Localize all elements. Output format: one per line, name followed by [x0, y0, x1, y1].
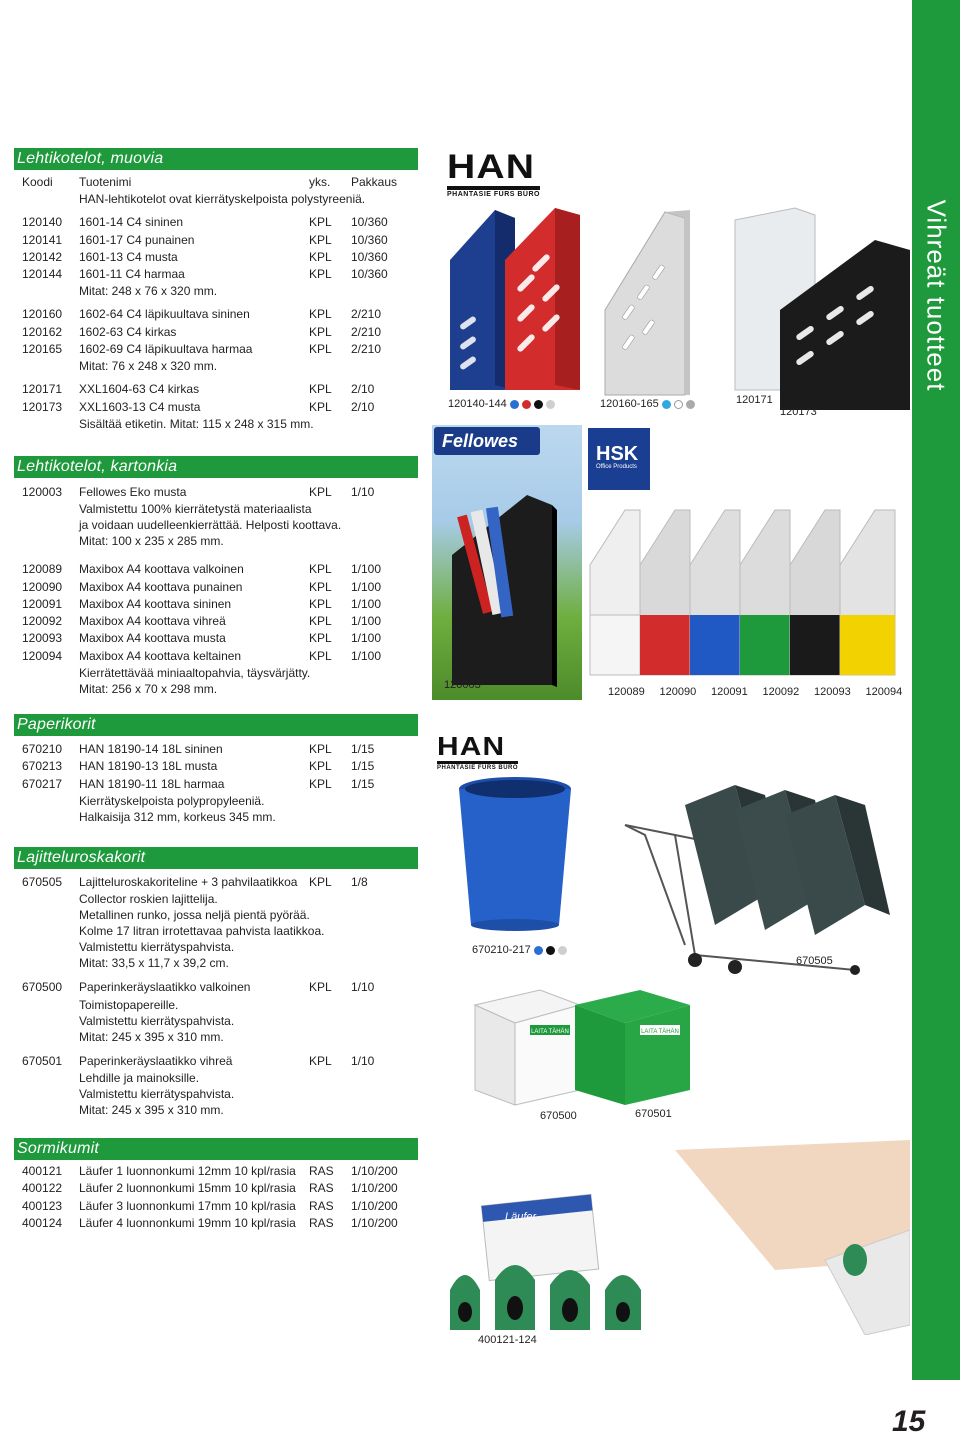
- caption: 120171: [736, 394, 773, 406]
- section-kartonkia: [14, 456, 418, 697]
- table-row: [14, 1198, 418, 1215]
- product-name: XXL1604-63 C4 kirkas: [79, 382, 200, 397]
- product-pack: 1/10: [351, 1053, 375, 1068]
- table-row: [14, 1180, 418, 1197]
- product-unit: KPL: [309, 596, 332, 611]
- product-code: 120173: [22, 399, 63, 414]
- product-name: 1601-11 C4 harmaa: [79, 267, 185, 282]
- table-row: [14, 306, 418, 323]
- product-unit: KPL: [309, 399, 332, 414]
- product-name: 1602-69 C4 läpikuultava harmaa: [79, 342, 253, 357]
- product-pack: 1/100: [351, 648, 382, 663]
- product-name: XXL1603-13 C4 musta: [79, 399, 201, 414]
- section-sormikumit: [14, 1138, 418, 1232]
- han-logo-sub: PHANTASIE FÜRS BÜRO: [447, 191, 540, 198]
- product-unit: KPL: [309, 875, 332, 889]
- product-name: Maxibox A4 koottava keltainen: [79, 648, 242, 663]
- note: Sisältää etiketin. Mitat: 115 x 248 x 315 mm.: [79, 416, 314, 431]
- table-row: [14, 630, 418, 647]
- product-code: 400124: [22, 1215, 63, 1230]
- product-unit: KPL: [309, 1053, 332, 1068]
- color-dots: [662, 400, 695, 409]
- product-pack: 1/15: [351, 742, 375, 756]
- product-code: 120141: [22, 232, 63, 247]
- section-title: Lajitteluroskakorit: [14, 847, 418, 869]
- product-pack: 1/10/200: [351, 1198, 398, 1213]
- maxibox-image: [585, 495, 907, 690]
- table-row: [14, 596, 418, 613]
- note: Mitat: 33,5 x 11,7 x 39,2 cm.: [79, 956, 229, 971]
- product-unit: RAS: [309, 1164, 334, 1178]
- product-name: HAN 18190-14 18L sininen: [79, 742, 223, 756]
- product-code: 120094: [22, 648, 63, 663]
- table-row: [14, 979, 418, 996]
- product-name: Paperinkeräyslaatikko valkoinen: [79, 980, 251, 995]
- note: Mitat: 245 x 395 x 310 mm.: [79, 1029, 224, 1044]
- note: Lehdille ja mainoksille.: [79, 1070, 200, 1085]
- dot-grey: [558, 946, 567, 955]
- han-logo-2: [437, 733, 518, 771]
- table-row: [14, 561, 418, 578]
- fellowes-photo: [432, 425, 582, 700]
- dot-red: [522, 400, 531, 409]
- han-logo-text: HAN: [437, 731, 506, 761]
- table-row: [14, 381, 418, 398]
- product-code: 400121: [22, 1164, 63, 1178]
- product-table: [14, 484, 418, 697]
- product-name: 1601-13 C4 musta: [79, 249, 178, 264]
- product-pack: 1/100: [351, 596, 382, 611]
- section-title: Sormikumit: [14, 1138, 418, 1160]
- section-lajittelu: [14, 847, 418, 1118]
- table-row: [14, 776, 418, 793]
- dot-black: [546, 946, 555, 955]
- han-logo-sub: PHANTASIE FÜRS BÜRO: [437, 765, 519, 771]
- product-name: 1602-64 C4 läpikuultava sininen: [79, 307, 250, 322]
- product-code: 120090: [22, 579, 63, 594]
- product-name: Lajitteluroskakoriteline + 3 pahvilaatikkoa: [79, 875, 298, 889]
- han-logo: [447, 150, 540, 198]
- caption: 120093: [814, 686, 851, 698]
- table-row: [14, 648, 418, 665]
- product-name: Fellowes Eko musta: [79, 485, 187, 499]
- caption: 120094: [865, 686, 903, 698]
- note: Mitat: 256 x 70 x 298 mm.: [79, 682, 218, 697]
- product-code: 120089: [22, 562, 63, 577]
- product-code: 400123: [22, 1198, 63, 1213]
- product-pack: 1/100: [351, 631, 382, 646]
- caption: 120173: [780, 406, 817, 418]
- section-title: Lehtikotelot, muovia: [14, 148, 418, 170]
- product-code: 670210: [22, 742, 63, 756]
- product-name: Maxibox A4 koottava musta: [79, 631, 226, 646]
- product-code: 120091: [22, 596, 63, 611]
- product-unit: KPL: [309, 579, 332, 594]
- product-pack: 2/210: [351, 307, 382, 322]
- product-unit: KPL: [309, 324, 332, 339]
- note: ja voidaan uudelleenkierrättää. Helposti koottava.: [79, 518, 342, 533]
- product-code: 120142: [22, 249, 63, 264]
- product-pack: 10/360: [351, 249, 388, 264]
- color-dots: [510, 400, 555, 409]
- product-name: Läufer 3 luonnonkumi 17mm 10 kpl/rasia: [79, 1198, 296, 1213]
- product-unit: KPL: [309, 776, 332, 791]
- product-unit: KPL: [309, 631, 332, 646]
- dot-grey: [546, 400, 555, 409]
- color-dots: [534, 946, 567, 955]
- product-unit: KPL: [309, 307, 332, 322]
- note: Toimistopapereille.: [79, 997, 179, 1012]
- product-unit: KPL: [309, 249, 332, 264]
- product-pack: 2/10: [351, 399, 375, 414]
- product-pack: 1/10: [351, 980, 375, 995]
- dot-black: [534, 400, 543, 409]
- product-unit: KPL: [309, 485, 332, 499]
- product-unit: KPL: [309, 648, 332, 663]
- clear-holder: [605, 212, 685, 395]
- product-unit: KPL: [309, 562, 332, 577]
- note: Valmistettu kierrätyspahvista.: [79, 1086, 235, 1101]
- caption: 120003: [444, 679, 481, 691]
- section-title: Lehtikotelot, kartonkia: [14, 456, 418, 478]
- table-row: [14, 874, 418, 891]
- product-pack: 10/360: [351, 215, 388, 230]
- table-row: [14, 266, 418, 283]
- product-name: HAN 18190-11 18L harmaa: [79, 776, 225, 791]
- dot-grey: [686, 400, 695, 409]
- product-pack: 2/210: [351, 342, 382, 357]
- product-pack: 1/8: [351, 875, 368, 889]
- caption: 400121-124: [478, 1334, 537, 1346]
- product-name: 1602-63 C4 kirkas: [79, 324, 177, 339]
- product-code: 120162: [22, 324, 63, 339]
- product-pack: 1/15: [351, 776, 375, 791]
- product-code: 670505: [22, 875, 63, 889]
- table-row: [14, 232, 418, 249]
- paper-boxes-image: [470, 985, 700, 1110]
- note: Mitat: 76 x 248 x 320 mm.: [79, 359, 218, 374]
- product-code: 120171: [22, 382, 63, 397]
- product-code: 120093: [22, 631, 63, 646]
- table-row: [14, 1053, 418, 1070]
- caption: 670210-217: [472, 944, 531, 956]
- table-row: [14, 484, 418, 501]
- product-unit: KPL: [309, 267, 332, 282]
- header-pack: Pakkaus: [351, 175, 398, 189]
- product-name: 1601-17 C4 punainen: [79, 232, 195, 247]
- caption: 120091: [711, 686, 748, 698]
- header-code: Koodi: [22, 175, 53, 189]
- table-row: [14, 341, 418, 358]
- product-name: Paperinkeräyslaatikko vihreä: [79, 1053, 233, 1068]
- product-code: 120140: [22, 215, 63, 230]
- product-name: HAN 18190-13 18L musta: [79, 759, 218, 774]
- page-number: 15: [892, 1405, 926, 1438]
- hsk-logo: [588, 428, 650, 490]
- product-unit: KPL: [309, 614, 332, 629]
- dot-blue: [534, 946, 543, 955]
- collector-sorter-image: [615, 775, 905, 975]
- intro-note: HAN-lehtikotelot ovat kierrätyskelpoista polystyreeniä.: [79, 192, 366, 207]
- product-code: 120144: [22, 267, 63, 282]
- note: Metallinen runko, jossa neljä pientä pyörää.: [79, 908, 310, 923]
- dot-blue: [510, 400, 519, 409]
- product-unit: RAS: [309, 1181, 334, 1196]
- product-unit: KPL: [309, 215, 332, 230]
- note: Mitat: 248 x 76 x 320 mm.: [79, 284, 218, 299]
- section-paperikorit: [14, 714, 418, 825]
- caption: 120140-144: [448, 398, 507, 410]
- table-row: [14, 579, 418, 596]
- product-unit: KPL: [309, 759, 332, 774]
- note: Valmistettu kierrätyspahvista.: [79, 940, 235, 955]
- section-muovia: [14, 148, 418, 432]
- product-pack: 1/10/200: [351, 1215, 398, 1230]
- table-row: [14, 758, 418, 775]
- product-code: 670500: [22, 980, 63, 995]
- product-pack: 1/15: [351, 759, 375, 774]
- table-header: [14, 174, 418, 191]
- caption: 120090: [659, 686, 697, 698]
- product-code: 670501: [22, 1053, 63, 1068]
- table-row: [14, 1163, 418, 1180]
- product-name: Maxibox A4 koottava sininen: [79, 596, 232, 611]
- product-unit: RAS: [309, 1198, 334, 1213]
- product-table: [14, 1163, 418, 1232]
- product-pack: 1/10: [351, 485, 375, 499]
- product-name: Läufer 1 luonnonkumi 12mm 10 kpl/rasia: [79, 1164, 296, 1178]
- hsk-logo-sub: Office Products: [596, 464, 637, 470]
- note: Mitat: 245 x 395 x 310 mm.: [79, 1102, 224, 1117]
- table-row: [14, 613, 418, 630]
- product-name: 1601-14 C4 sininen: [79, 215, 184, 230]
- table-row: [14, 399, 418, 416]
- product-pack: 1/100: [351, 579, 382, 594]
- product-table: [14, 741, 418, 825]
- note: Kolme 17 litran irrotettavaa pahvista laatikkoa.: [79, 924, 325, 939]
- note: Valmistettu kierrätyspahvista.: [79, 1013, 235, 1028]
- product-pack: 1/10/200: [351, 1164, 398, 1178]
- product-code: 120160: [22, 307, 63, 322]
- product-unit: RAS: [309, 1215, 334, 1230]
- product-pack: 1/10/200: [351, 1181, 398, 1196]
- white-box-label: LAITA TÄHÄN: [531, 1029, 569, 1035]
- product-pack: 10/360: [351, 232, 388, 247]
- product-pack: 2/10: [351, 382, 375, 397]
- table-row: [14, 214, 418, 231]
- laufer-logo: Läufer: [505, 1211, 537, 1223]
- dot-cyan: [662, 400, 671, 409]
- product-pack: 1/100: [351, 614, 382, 629]
- product-unit: KPL: [309, 980, 332, 995]
- note: Kierrätettävää miniaaltopahvia, täysvärjätty.: [79, 666, 311, 681]
- table-row: [14, 1215, 418, 1232]
- table-row: [14, 324, 418, 341]
- caption: 120089: [608, 686, 645, 698]
- green-box-label: LAITA TÄHÄN: [641, 1029, 679, 1035]
- fellowes-logo: Fellowes: [434, 427, 540, 455]
- product-code: 670213: [22, 759, 63, 774]
- product-name: Maxibox A4 koottava valkoinen: [79, 562, 244, 577]
- product-name: Maxibox A4 koottava punainen: [79, 579, 243, 594]
- product-code: 120003: [22, 485, 63, 499]
- product-unit: KPL: [309, 342, 332, 357]
- product-table: [14, 174, 418, 432]
- caption: 120160-165: [600, 398, 659, 410]
- product-code: 670217: [22, 776, 63, 791]
- product-name: Maxibox A4 koottava vihreä: [79, 614, 226, 629]
- table-row: [14, 249, 418, 266]
- header-name: Tuotenimi: [79, 175, 132, 189]
- note: Valmistettu 100% kierrätetystä materiaalista: [79, 502, 312, 517]
- product-unit: KPL: [309, 742, 332, 756]
- product-unit: KPL: [309, 382, 332, 397]
- note: Mitat: 100 x 235 x 285 mm.: [79, 534, 224, 549]
- han-logo-text: HAN: [447, 148, 536, 186]
- product-table: [14, 874, 418, 1118]
- side-tab-label: Vihreät tuotteet: [921, 199, 952, 391]
- finger-cones-image: [445, 1140, 910, 1335]
- header-unit: yks.: [309, 175, 331, 189]
- dot-clear: [674, 400, 683, 409]
- product-name: Läufer 4 luonnonkumi 19mm 10 kpl/rasia: [79, 1215, 296, 1230]
- product-pack: 10/360: [351, 267, 388, 282]
- magazine-holders-image: [445, 200, 915, 410]
- product-code: 120165: [22, 342, 63, 357]
- caption: 670500: [540, 1110, 577, 1122]
- hsk-logo-text: HSK: [596, 443, 639, 465]
- product-code: 120092: [22, 614, 63, 629]
- table-row: [14, 741, 418, 758]
- product-name: Läufer 2 luonnonkumi 15mm 10 kpl/rasia: [79, 1181, 296, 1196]
- waste-bin-image: [455, 775, 575, 935]
- caption: 120092: [762, 686, 800, 698]
- note: Kierrätyskelpoista polypropyleeniä.: [79, 793, 265, 808]
- note: Collector roskien lajittelija.: [79, 892, 218, 907]
- product-pack: 2/210: [351, 324, 382, 339]
- caption: 670501: [635, 1108, 672, 1120]
- side-tab-label-wrap: [912, 145, 960, 445]
- product-code: 400122: [22, 1181, 63, 1196]
- note: Halkaisija 312 mm, korkeus 345 mm.: [79, 809, 276, 824]
- section-title: Paperikorit: [14, 714, 418, 736]
- caption: 670505: [796, 955, 833, 967]
- product-unit: KPL: [309, 232, 332, 247]
- product-pack: 1/100: [351, 562, 382, 577]
